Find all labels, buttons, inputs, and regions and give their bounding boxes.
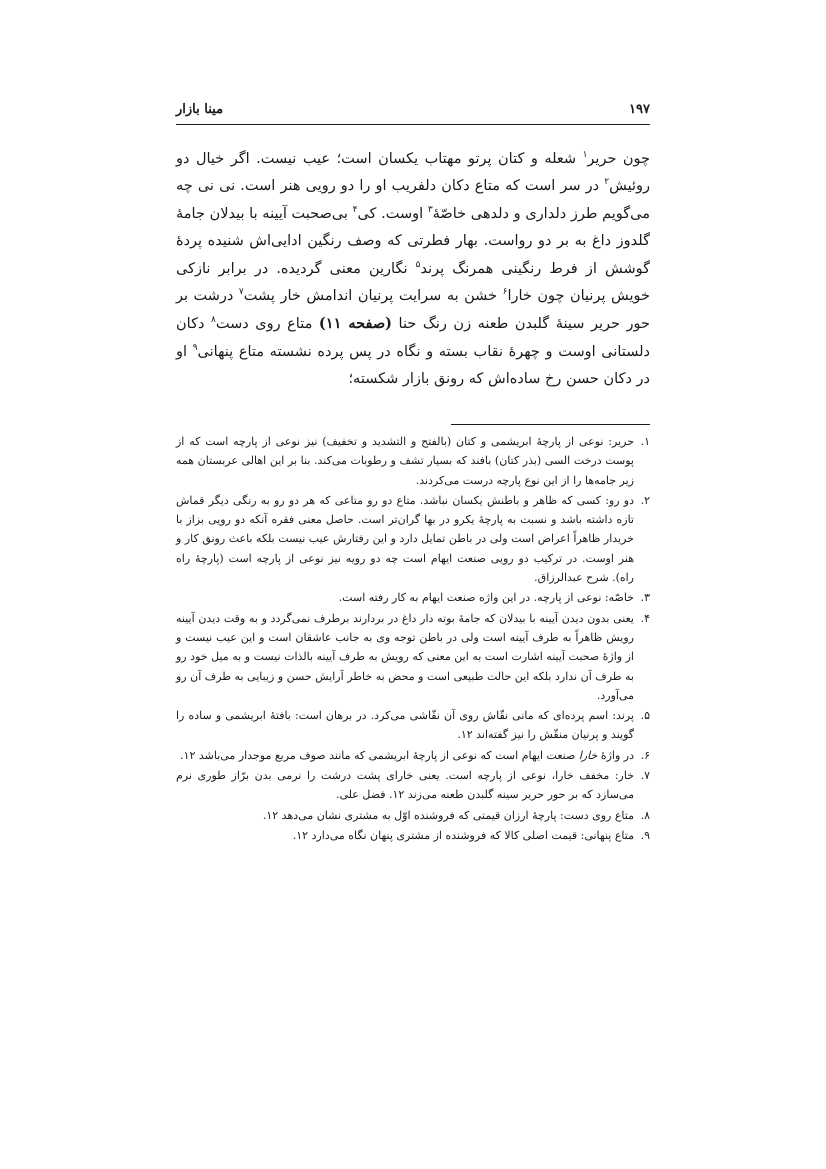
body-text-segment: بی‌صحبت آیینه با بیدلان جامهٔ گلدوز داغ به بر دو رواست. بهار فطرتی که وصف رنگین ادایی‌اش شنیده پردهٔ گوشش از فرط رنگینی همرنگ پرند: [176, 205, 650, 277]
footnote-ref[interactable]: ۸: [210, 315, 216, 326]
footnote-ref[interactable]: ۱: [582, 150, 588, 161]
footnote-number: ۷.: [640, 769, 650, 783]
footnote-ref[interactable]: ۵: [415, 259, 421, 270]
footnote-ref[interactable]: ۶: [502, 287, 508, 298]
body-text-segment: اوست. کی: [357, 205, 428, 222]
page-number: ۱۹۷: [629, 102, 650, 117]
footnote-number: ۵.: [640, 709, 650, 723]
body-text-segment: نگارین معنی گردیده. در برابر نازکی خویش پرنیان چون خارا: [176, 260, 650, 305]
running-title: مینا بازار: [176, 102, 224, 117]
body-text-segment: او در دکان حسن رخ ساده‌اش که رونق بازار شکسته؛: [176, 343, 650, 388]
footnote-text: در واژهٔ: [597, 748, 634, 762]
footnote-number: ۸.: [640, 808, 650, 822]
running-head: [176, 102, 650, 122]
footnote-term: خارا: [578, 748, 598, 762]
footnote-text: یعنی بدون دیدن آیینه با بیدلان که جامهٔ بوته دار داغ در بردارند برطرف نمی‌گردد و به وقت دیدن آیینه رویش ظاهراً به طرف آیینه است ولی در باطن توجه وی به جانب عاشقان است و این عیب نیست و از واژهٔ صحبت آیینه اشارت است به این معنی که رویش به طرف آیینه بالذات نیست و به میل خود رو به طرف آن ندارد بلکه این حالت طبیعی است و محض به خاطر آرایش حسن و زیبایی به طرف آن رو می‌آورد.: [176, 611, 634, 702]
footnote: [176, 806, 650, 825]
footnote-text: دو رو: کسی که ظاهر و باطنش یکسان نباشد. متاع دو رو متاعی که هر دو رو به رنگی دیگر قماش تازه داشته باشد و نسبت به پارچهٔ یکرو در بها گران‌تر است. حاصل معنی فقره آنکه دو رویی بزاز با خریدار ظاهراً اعراض است ولی در باطن تمایل دارد و این رفتارش عیب نیست بلکه باعث رونق کار و هنر اوست. در ترکیب دو رویی صنعت ایهام است چه دو رویه نیز نوعی از پارچه است (پارچهٔ راه راه). شرح عبدالرزاق.: [176, 493, 634, 585]
book-page: [176, 0, 650, 1169]
footnote-ref[interactable]: ۳: [427, 204, 433, 215]
page-reference: (صفحه ۱۱): [318, 315, 392, 333]
footnote-number: ۲.: [640, 493, 650, 507]
footnote-number: ۱.: [640, 435, 650, 448]
footnote-ref[interactable]: ۹: [192, 343, 198, 354]
footnote-text: خار: مخفف خارا، نوعی از پارچه است. یعنی خارای پشت درشت را نرمی بدن برّاز طوری نرم می‌سازد که بر حور حریر سینه گلبدن طعنه می‌زند ۱۲. فضل علی.: [176, 769, 634, 802]
body-text-segment: چون حریر: [587, 151, 650, 167]
footnote: [176, 766, 650, 805]
footnote-number: ۳.: [640, 591, 650, 605]
body-text-segment: متاع روی دست: [215, 316, 319, 333]
footnote-text: حریر: نوعی از پارچهٔ ابریشمی و کتان (بالفتح و التشدید و تخفیف) نیز نوعی از پارچه است که از پوست درخت السی (بذر کتان) بافند که بسیار تشف و رطوبات می‌کند. بنا بر این اهالی عربستان همه زیر جامه‌ها را از این نوع پارچه درست می‌کردند.: [176, 435, 634, 487]
footnote: [176, 826, 650, 845]
footnote-text: خاصّه: نوعی از پارچه. در این واژه صنعت ایهام به کار رفته است.: [338, 591, 634, 605]
footnote-ref[interactable]: ۴: [352, 204, 358, 215]
footnote-ref[interactable]: ۷: [238, 287, 244, 298]
body-text-segment: خشن به سرایت پرنیان اندامش خار پشت: [243, 288, 503, 305]
footnote-ref[interactable]: ۲: [604, 177, 610, 188]
footnote: [176, 588, 650, 607]
footnote-text: صنعت ایهام است که نوعی از پارچهٔ ابریشمی که مانند صوف مربع موجدار می‌باشد ۱۲.: [180, 748, 579, 762]
body-text-segment: شعله و کتان پرتو مهتاب یکسان است؛ عیب نیست. اگر خیال دو روئیش: [176, 151, 650, 195]
footnote: [176, 746, 650, 765]
header-rule: [176, 124, 650, 125]
footnote-separator: [451, 424, 650, 425]
body-text-segment: دکان دلستانی اوست و چهرهٔ نقاب بسته و نگاه در پس پرده نشسته متاع پنهانی: [176, 316, 650, 360]
footnote: [176, 609, 650, 705]
body-text-segment: در سر است که متاع دکان دلفریب او را دو رویی هنر است. نی نی چه می‌گویم طرز دلداری و دلدهی خاصّهٔ: [176, 178, 650, 222]
footnote-number: ۹.: [640, 828, 650, 842]
footnote-number: ۶.: [640, 748, 650, 762]
footnote-text: متاع پنهانی: قیمت اصلی کالا که فروشنده از مشتری پنهان نگاه می‌دارد ۱۲.: [292, 828, 634, 842]
body-paragraph: [176, 146, 650, 394]
footnote: [176, 491, 650, 587]
footnote-text: متاع روی دست: پارچهٔ ارزان قیمتی که فروشنده اوّل به مشتری نشان می‌دهد ۱۲.: [262, 808, 634, 822]
footnote-text: پرند: اسم پرده‌ای که مانی نقّاش روی آن نقّاشی می‌کرد. در برهان است: بافتهٔ ابریشمی و ساده را گویند و پرنیان منقّش را نیز گفته‌اند ۱۲.: [176, 709, 634, 742]
body-text-segment: درشت بر حور حریر سینهٔ گلبدن طعنه زن رنگ حنا: [176, 288, 650, 333]
footnote: [176, 706, 650, 745]
footnote-number: ۴.: [640, 611, 650, 625]
footnotes-list: [176, 432, 650, 846]
footnote: [176, 432, 650, 490]
